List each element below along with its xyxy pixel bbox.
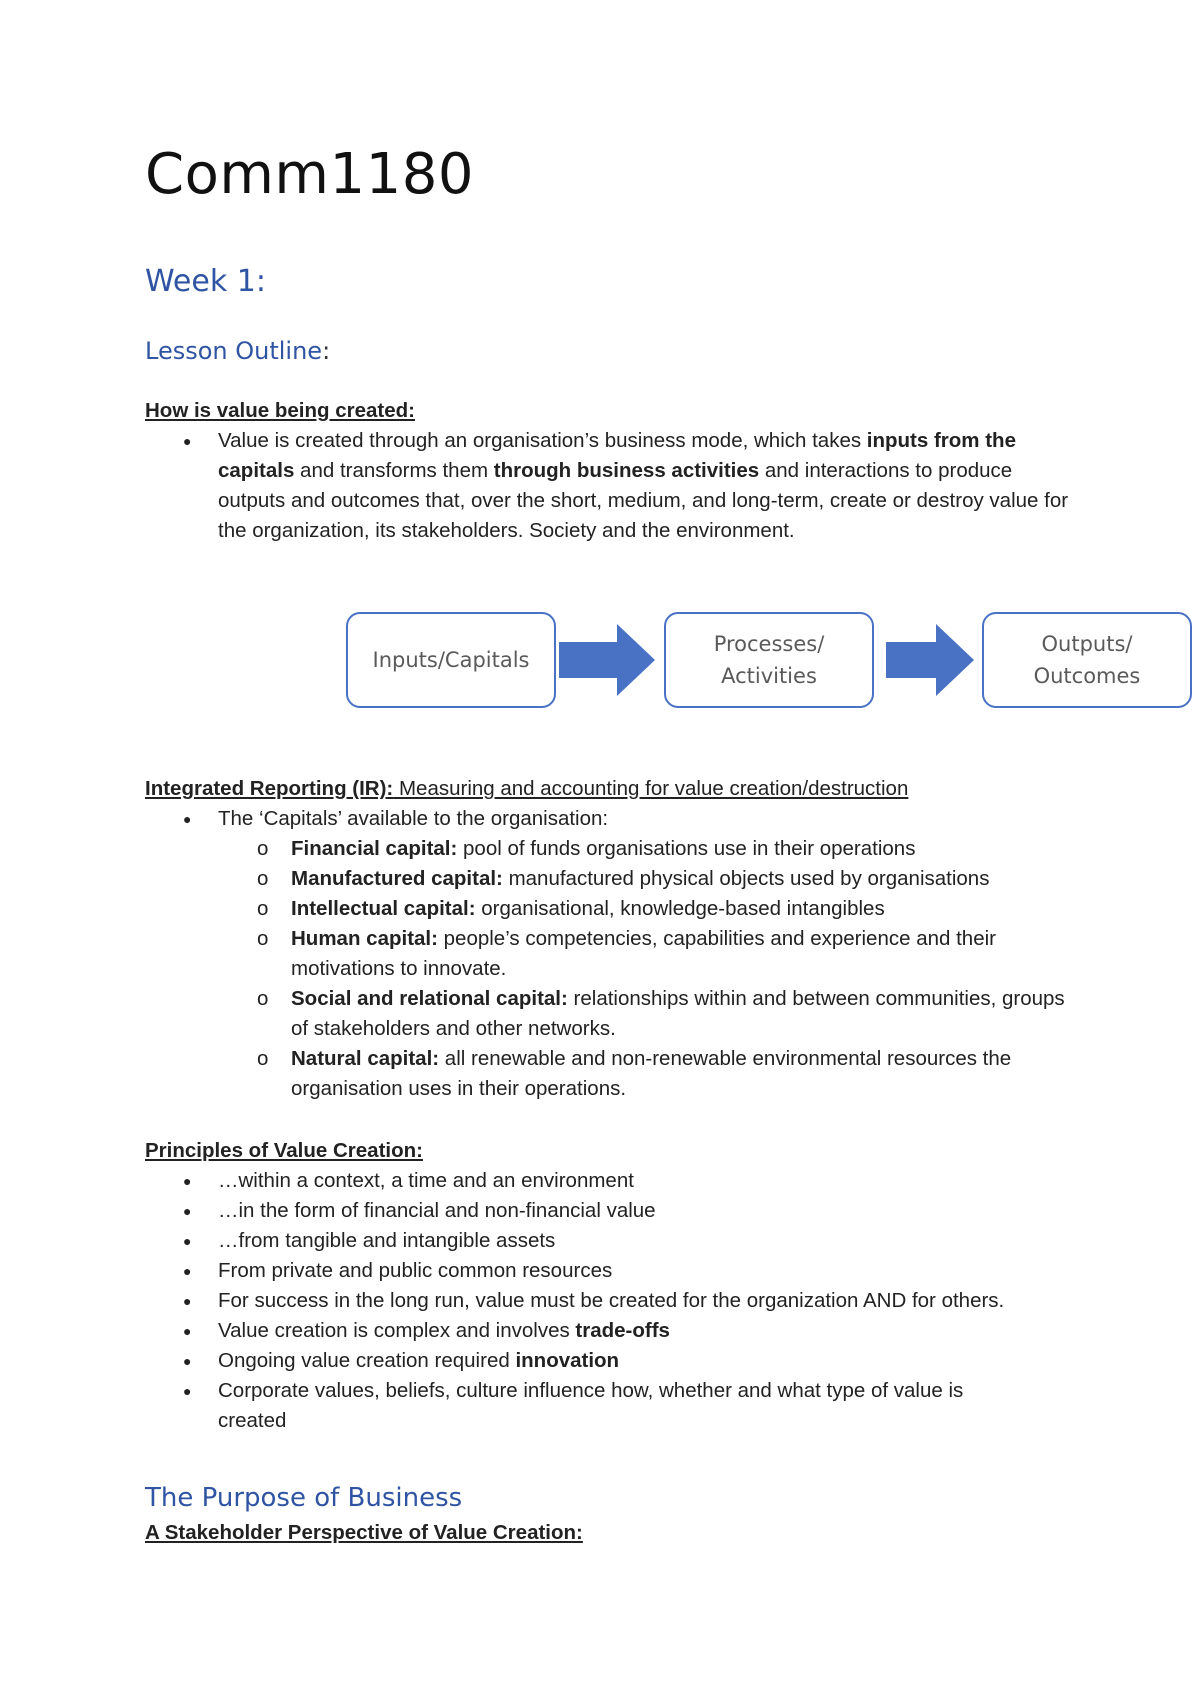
capital-item: [145, 864, 1075, 894]
capital-item: [145, 1044, 1075, 1104]
capital-desc: people’s competencies, capabilities and experience and their motivations to innovate.: [291, 927, 996, 980]
integrated-reporting-heading: [145, 774, 908, 804]
list-item: [145, 1346, 1005, 1376]
list-item: ● …within a context, a time and an environment: [145, 1166, 1005, 1196]
lesson-outline-colon: :: [322, 337, 331, 365]
bold-text-run: innovation: [515, 1349, 620, 1372]
list-item: ● …in the form of financial and non-financial value: [145, 1196, 1005, 1226]
list-item: ● For success in the long run, value must be created for the organization AND for others.: [145, 1286, 1005, 1316]
capital-desc: pool of funds organisations use in their operations: [457, 837, 916, 860]
capital-name: Social and relational capital:: [291, 987, 568, 1010]
text-run: Ongoing value creation required: [218, 1349, 516, 1372]
week-heading: Week 1:: [145, 264, 266, 299]
right-arrow-icon: [886, 624, 976, 696]
bold-text-run: trade-offs: [575, 1319, 670, 1342]
bold-text-run: through business activities: [493, 459, 760, 482]
heading-rest-text: Measuring and accounting for value creation/destruction: [393, 777, 909, 800]
outputs-outcomes-box: [982, 612, 1192, 708]
value-flow-diagram: [346, 612, 1196, 712]
list-item: [145, 426, 1075, 546]
box-label: Inputs/Capitals: [372, 648, 530, 672]
capital-item: [145, 834, 1075, 864]
value-created-heading: How is value being created:: [145, 399, 415, 422]
box-label-line: Activities: [721, 664, 817, 688]
list-item: ● The ‘Capitals’ available to the organisation:: [145, 804, 1075, 834]
list-item: ● Corporate values, beliefs, culture influence how, whether and what type of value is created: [145, 1376, 1005, 1436]
value-created-list: [145, 426, 1075, 546]
right-arrow-icon: [559, 624, 659, 696]
list-item: ● …from tangible and intangible assets: [145, 1226, 1005, 1256]
capital-name: Human capital:: [291, 927, 438, 950]
box-label-line: Outcomes: [1033, 664, 1141, 688]
box-label-line: Processes/: [713, 632, 825, 656]
stakeholder-perspective-heading: A Stakeholder Perspective of Value Creation:: [145, 1521, 583, 1544]
capital-name: Manufactured capital:: [291, 867, 503, 890]
list-item: ● From private and public common resources: [145, 1256, 1005, 1286]
purpose-heading: The Purpose of Business: [145, 1483, 463, 1513]
capital-item: [145, 984, 1075, 1044]
capitals-list: [145, 804, 1075, 1104]
capital-name: Financial capital:: [291, 837, 458, 860]
capital-desc: organisational, knowledge-based intangibles: [475, 897, 885, 920]
text-run: and interactions to produce outputs and outcomes that, over the short, medium, and long-term, create or destroy value for the organization, its stakeholders. Society and the environment.: [218, 459, 1069, 542]
principles-list: [145, 1166, 1005, 1436]
lesson-outline-text: Lesson Outline: [145, 337, 323, 365]
capital-desc: all renewable and non-renewable environmental resources the organisation uses in their operations.: [291, 1047, 1012, 1100]
principles-heading: Principles of Value Creation:: [145, 1139, 423, 1162]
inputs-capitals-box: [346, 612, 556, 708]
heading-text: Integrated Reporting (IR):: [145, 777, 394, 800]
box-label-line: Outputs/: [1041, 632, 1133, 656]
processes-activities-box: [664, 612, 874, 708]
document-title: Comm1180: [145, 142, 474, 207]
capital-desc: relationships within and between communities, groups of stakeholders and other networks.: [291, 987, 1065, 1040]
capitals-sublist: [145, 834, 1075, 1104]
text-run: and transforms them: [294, 459, 494, 482]
capital-item: [145, 894, 1075, 924]
text-run: Value creation is complex and involves: [218, 1319, 576, 1342]
capital-name: Intellectual capital:: [291, 897, 476, 920]
capital-desc: manufactured physical objects used by organisations: [502, 867, 990, 890]
capital-item: [145, 924, 1075, 984]
list-item: [145, 1316, 1005, 1346]
capital-name: Natural capital:: [291, 1047, 440, 1070]
bold-text-run: inputs from the capitals: [218, 429, 1016, 482]
lesson-outline-heading: [145, 334, 330, 368]
text-run: Value is created through an organisation’s business mode, which takes: [218, 429, 867, 452]
